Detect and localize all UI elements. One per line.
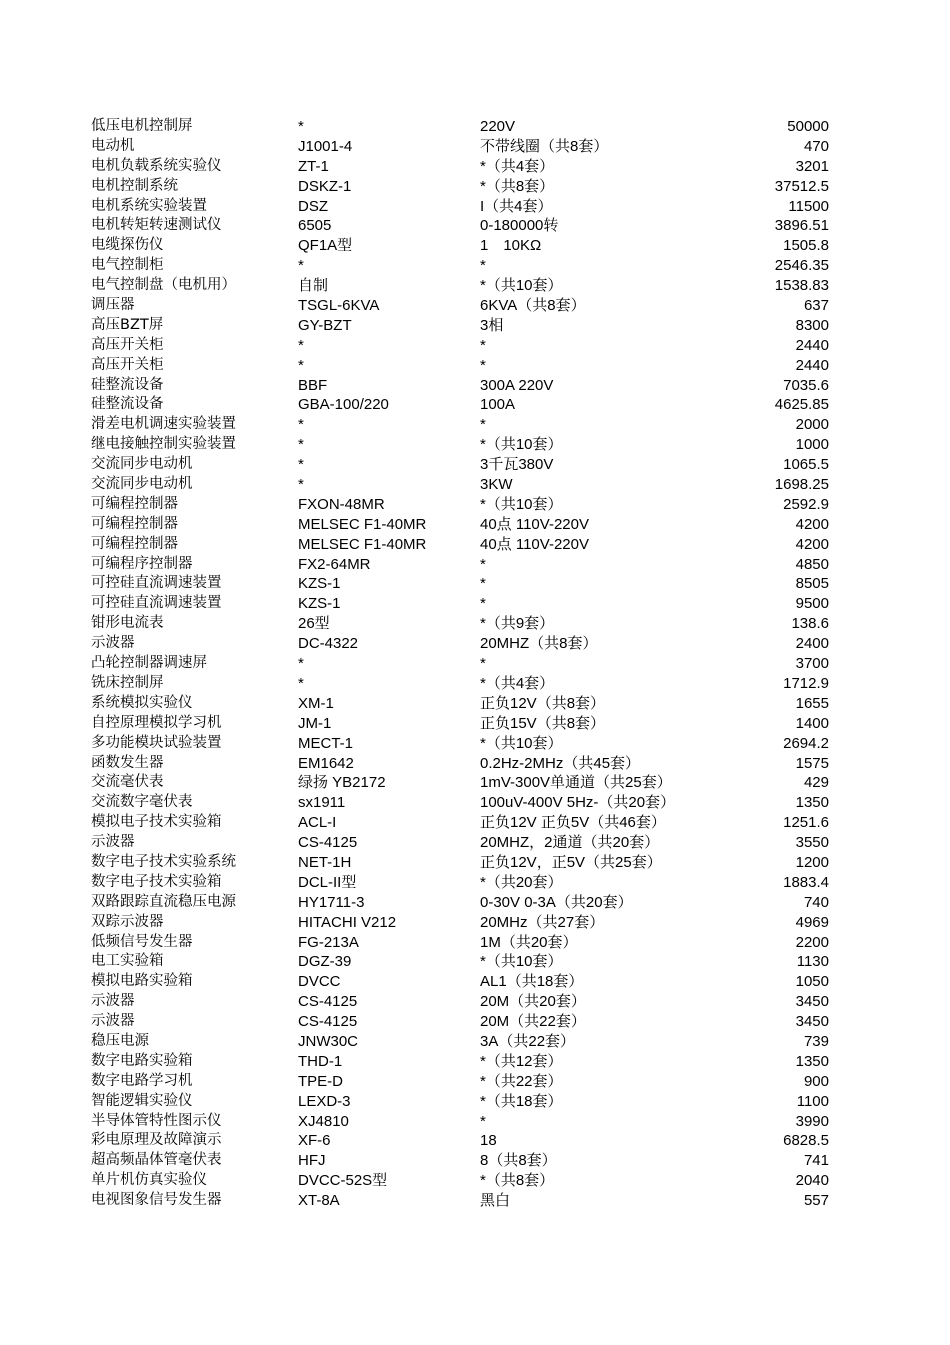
equipment-spec-cell: 正负15V（共8套） [480,714,606,732]
equipment-price-cell: 2440 [795,336,829,354]
equipment-spec-cell: 正负12V，正5V（共25套） [480,853,662,871]
equipment-model-cell: LEXD-3 [298,1092,351,1110]
equipment-model-cell: * [298,356,304,374]
equipment-name-cell: 可编程控制器 [91,535,178,552]
equipment-spec-cell: *（共10套） [480,734,563,752]
equipment-name-cell: 凸轮控制器调速屏 [91,655,207,672]
equipment-model-cell: * [298,655,304,673]
equipment-name-cell: 可编程控制器 [91,515,178,532]
equipment-model-cell: DGZ-39 [298,953,352,971]
equipment-spec-cell: 1mV-300V单通道（共25套） [480,774,672,792]
equipment-price-cell: 9500 [795,595,829,613]
table-row [91,734,831,754]
equipment-name-cell: 电机转矩转速测试仪 [91,217,222,234]
equipment-name-cell: 稳压电源 [91,1032,149,1049]
equipment-spec-cell: 40点 110V-220V [480,515,589,533]
table-row [91,674,831,694]
equipment-spec-cell: *（共10套） [480,953,563,971]
equipment-spec-cell: 0-30V 0-3A（共20套） [480,893,633,911]
equipment-price-cell: 8300 [795,316,829,334]
equipment-name-cell: 可控硅直流调速装置 [91,575,222,592]
equipment-price-cell: 3550 [795,834,829,852]
equipment-name-cell: 单片机仿真实验仪 [91,1172,207,1189]
equipment-spec-cell: 20MHZ（共8套） [480,635,598,653]
equipment-price-cell: 8505 [795,575,829,593]
equipment-price-cell: 1200 [795,853,829,871]
equipment-price-cell: 2200 [795,933,829,951]
equipment-model-cell: FG-213A [298,933,359,951]
equipment-model-cell: DVCC [298,973,341,991]
equipment-model-cell: * [298,257,304,275]
table-row [91,455,831,475]
equipment-spec-cell: * [480,1112,486,1130]
equipment-name-cell: 可控硅直流调速装置 [91,595,222,612]
table-row [91,236,831,256]
equipment-name-cell: 双踪示波器 [91,913,164,930]
equipment-model-cell: * [298,476,304,494]
equipment-spec-cell: * [480,416,486,434]
equipment-spec-cell: 20M（共22套） [480,1013,586,1031]
equipment-price-cell: 2694.2 [783,734,829,752]
table-row [91,574,831,594]
equipment-price-cell: 1655 [795,694,829,712]
equipment-price-cell: 900 [803,1072,829,1090]
equipment-model-cell: HY1711-3 [298,893,365,911]
equipment-spec-cell: 1 10KΩ [480,237,542,255]
equipment-spec-cell: AL1（共18套） [480,973,584,991]
equipment-model-cell: J1001-4 [298,137,353,155]
equipment-spec-cell: *（共10套） [480,495,563,513]
equipment-spec-cell: 100uV-400V 5Hz-（共20套） [480,794,676,812]
equipment-model-cell: FXON-48MR [298,495,385,513]
table-row [91,1171,831,1191]
equipment-model-cell: NET-1H [298,853,352,871]
equipment-name-cell: 交流同步电动机 [91,456,193,473]
equipment-spec-cell: 100A [480,396,516,414]
equipment-price-cell: 3450 [795,1013,829,1031]
equipment-name-cell: 彩电原理及故障演示 [91,1132,222,1149]
table-row [91,933,831,953]
equipment-price-cell: 1400 [795,714,829,732]
equipment-spec-cell: 黑白 [480,1192,511,1210]
equipment-spec-cell: 3KW [480,476,513,494]
table-row [91,1012,831,1032]
equipment-model-cell: GY-BZT [298,316,352,334]
equipment-name-cell: 电机控制系统 [91,177,178,194]
equipment-name-cell: 高压开关柜 [91,336,164,353]
equipment-spec-cell: 300A 220V [480,376,554,394]
table-row [91,1151,831,1171]
equipment-name-cell: 高压BZT屏 [91,316,164,333]
equipment-model-cell: KZS-1 [298,595,341,613]
equipment-spec-cell: *（共10套） [480,277,563,295]
table-row [91,415,831,435]
equipment-price-cell: 4200 [795,515,829,533]
equipment-spec-cell: *（共20套） [480,873,563,891]
table-row [91,376,831,396]
equipment-model-cell: CS-4125 [298,993,358,1011]
equipment-price-cell: 3201 [795,157,829,175]
table-row [91,1131,831,1151]
equipment-spec-cell: *（共4套） [480,157,555,175]
equipment-price-cell: 1698.25 [774,476,829,494]
equipment-model-cell: MECT-1 [298,734,354,752]
equipment-spec-cell: 3A（共22套） [480,1032,576,1050]
equipment-model-cell: THD-1 [298,1052,343,1070]
equipment-model-cell: * [298,118,304,135]
equipment-spec-cell: *（共12套） [480,1052,563,1070]
equipment-price-cell: 1883.4 [783,873,829,891]
equipment-spec-cell: * [480,257,486,275]
equipment-model-cell: QF1A型 [298,237,353,255]
equipment-price-cell: 2440 [795,356,829,374]
table-row [91,197,831,217]
equipment-spec-cell: *（共22套） [480,1072,563,1090]
equipment-model-cell: XM-1 [298,694,334,712]
table-row [91,694,831,714]
equipment-spec-cell: 40点 110V-220V [480,535,589,553]
table-row [91,634,831,654]
equipment-spec-cell: 3千瓦380V [480,456,554,474]
equipment-spec-cell: 20MHz（共27套） [480,913,605,931]
equipment-price-cell: 1538.83 [774,277,829,295]
equipment-price-cell: 1251.6 [783,814,829,832]
equipment-model-cell: TPE-D [298,1072,343,1090]
equipment-spec-cell: 220V [480,118,516,135]
equipment-spec-cell: * [480,575,486,593]
equipment-model-cell: CS-4125 [298,834,358,852]
equipment-name-cell: 智能逻辑实验仪 [91,1092,193,1109]
table-row [91,1092,831,1112]
table-row [91,893,831,913]
equipment-model-cell: MELSEC F1-40MR [298,515,427,533]
equipment-model-cell: 自制 [298,277,329,295]
equipment-price-cell: 2546.35 [774,257,829,275]
equipment-name-cell: 可编程控制器 [91,495,178,512]
table-row [91,356,831,376]
equipment-model-cell: FX2-64MR [298,555,371,573]
equipment-model-cell: * [298,674,304,692]
equipment-price-cell: 50000 [787,118,829,135]
table-row [91,594,831,614]
table-row [91,495,831,515]
equipment-spec-cell: *（共8套） [480,1172,555,1190]
equipment-spec-cell: 1M（共20套） [480,933,578,951]
table-row [91,614,831,634]
table-row [91,833,831,853]
table-row [91,853,831,873]
equipment-name-cell: 示波器 [91,834,135,851]
equipment-name-cell: 示波器 [91,993,135,1010]
equipment-price-cell: 1712.9 [783,674,829,692]
table-row [91,654,831,674]
equipment-price-cell: 2000 [795,416,829,434]
equipment-model-cell: * [298,416,304,434]
equipment-name-cell: 低频信号发生器 [91,933,193,950]
equipment-name-cell: 电动机 [91,137,135,154]
equipment-model-cell: 26型 [298,615,330,633]
table-row [91,952,831,972]
table-row [91,336,831,356]
table-row [91,773,831,793]
equipment-model-cell: DSKZ-1 [298,177,352,195]
table-row [91,1032,831,1052]
equipment-name-cell: 双路跟踪直流稳压电源 [91,893,236,910]
table-row [91,1191,831,1211]
table-row [91,256,831,276]
equipment-model-cell: * [298,456,304,474]
equipment-model-cell: JM-1 [298,714,332,732]
table-row [91,793,831,813]
equipment-name-cell: 半导体管特性图示仪 [91,1112,222,1129]
equipment-spec-cell: 6KVA（共8套） [480,297,586,315]
table-row [91,754,831,774]
equipment-model-cell: EM1642 [298,754,354,772]
equipment-spec-cell: * [480,595,486,613]
equipment-model-cell: DC-4322 [298,635,359,653]
table-row [91,177,831,197]
equipment-model-cell: HFJ [298,1152,326,1170]
equipment-model-cell: JNW30C [298,1032,359,1050]
equipment-price-cell: 740 [803,893,829,911]
equipment-price-cell: 557 [803,1192,829,1210]
equipment-name-cell: 调压器 [91,297,135,314]
equipment-spec-cell: 8（共8套） [480,1152,557,1170]
equipment-price-cell: 6828.5 [783,1132,829,1150]
equipment-name-cell: 交流数字毫伏表 [91,794,193,811]
equipment-name-cell: 数字电路实验箱 [91,1052,193,1069]
equipment-model-cell: sx1911 [298,794,346,812]
equipment-spec-cell: 0.2Hz-2MHz（共45套） [480,754,641,772]
equipment-price-cell: 1350 [795,794,829,812]
equipment-name-cell: 钳形电流表 [91,615,164,632]
equipment-price-cell: 2592.9 [783,495,829,513]
equipment-model-cell: DCL-II型 [298,873,357,891]
table-row [91,972,831,992]
equipment-price-cell: 4969 [795,913,829,931]
equipment-name-cell: 电视图象信号发生器 [91,1192,222,1209]
equipment-spec-cell: 不带线圈（共8套） [480,137,609,155]
equipment-model-cell: DSZ [298,197,328,215]
equipment-name-cell: 硅整流设备 [91,376,164,393]
equipment-model-cell: GBA-100/220 [298,396,389,414]
equipment-name-cell: 系统模拟实验仪 [91,694,193,711]
equipment-price-cell: 739 [803,1032,829,1050]
equipment-price-cell: 1130 [796,953,829,971]
table-row [91,873,831,893]
equipment-name-cell: 模拟电子技术实验箱 [91,814,222,831]
equipment-price-cell: 2040 [795,1172,829,1190]
equipment-price-cell: 7035.6 [783,376,829,394]
equipment-price-cell: 1050 [795,973,829,991]
equipment-price-cell: 1575 [795,754,829,772]
equipment-name-cell: 自控原理模拟学习机 [91,714,222,731]
equipment-price-cell: 138.6 [791,615,829,633]
table-row [91,535,831,555]
equipment-price-cell: 741 [803,1152,829,1170]
equipment-model-cell: TSGL-6KVA [298,297,380,315]
equipment-spec-cell: 0-180000转 [480,217,559,235]
table-row [91,992,831,1012]
equipment-model-cell: XT-8A [298,1192,340,1210]
equipment-spec-cell: *（共10套） [480,436,563,454]
equipment-spec-cell: 20MHZ，2通道（共20套） [480,834,660,852]
equipment-model-cell: CS-4125 [298,1013,358,1031]
equipment-name-cell: 电缆探伤仪 [91,237,164,254]
equipment-spec-cell: * [480,555,486,573]
equipment-name-cell: 低压电机控制屏 [91,118,193,134]
equipment-spec-cell: I（共4套） [480,197,553,215]
equipment-model-cell: XF-6 [298,1132,331,1150]
equipment-name-cell: 模拟电路实验箱 [91,973,193,990]
table-row [91,555,831,575]
equipment-name-cell: 数字电子技术实验箱 [91,873,222,890]
equipment-model-cell: * [298,336,304,354]
equipment-model-cell: * [298,436,304,454]
table-row [91,475,831,495]
equipment-name-cell: 电气控制柜 [91,257,164,274]
equipment-price-cell: 4200 [795,535,829,553]
equipment-price-cell: 2400 [795,635,829,653]
equipment-spec-cell: * [480,356,486,374]
equipment-name-cell: 电机系统实验装置 [91,197,207,214]
equipment-name-cell: 滑差电机调速实验装置 [91,416,236,433]
equipment-price-cell: 1505.8 [783,237,829,255]
table-row [91,1112,831,1132]
equipment-price-cell: 3450 [795,993,829,1011]
equipment-model-cell: 6505 [298,217,332,235]
equipment-table [91,117,831,1211]
table-row [91,913,831,933]
equipment-price-cell: 3990 [795,1112,829,1130]
equipment-name-cell: 继电接触控制实验装置 [91,436,236,453]
table-row [91,316,831,336]
equipment-model-cell: MELSEC F1-40MR [298,535,427,553]
equipment-spec-cell: 正负12V 正负5V（共46套） [480,814,666,832]
equipment-price-cell: 429 [803,774,829,792]
table-row [91,1072,831,1092]
equipment-model-cell: KZS-1 [298,575,341,593]
table-row [91,276,831,296]
table-row [91,714,831,734]
equipment-spec-cell: 18 [480,1132,497,1150]
table-row [91,515,831,535]
table-row [91,296,831,316]
equipment-name-cell: 超高频晶体管毫伏表 [91,1152,222,1169]
equipment-model-cell: 绿扬 YB2172 [298,774,386,792]
table-row [91,395,831,415]
equipment-spec-cell: *（共8套） [480,177,555,195]
equipment-price-cell: 37512.5 [774,177,829,195]
equipment-model-cell: HITACHI V212 [298,913,397,931]
equipment-name-cell: 示波器 [91,1013,135,1030]
equipment-name-cell: 多功能模块试验装置 [91,734,222,751]
table-row [91,813,831,833]
table-row [91,216,831,236]
equipment-price-cell: 470 [803,137,829,155]
equipment-name-cell: 铣床控制屏 [91,674,164,691]
table-row [91,117,831,137]
equipment-price-cell: 3896.51 [774,217,829,235]
equipment-price-cell: 1100 [796,1092,829,1110]
equipment-name-cell: 电工实验箱 [91,953,164,970]
equipment-name-cell: 数字电子技术实验系统 [91,853,236,870]
equipment-model-cell: DVCC-52S型 [298,1172,388,1190]
table-row [91,137,831,157]
equipment-price-cell: 3700 [795,655,829,673]
equipment-name-cell: 可编程序控制器 [91,555,193,572]
equipment-name-cell: 函数发生器 [91,754,164,771]
equipment-name-cell: 示波器 [91,635,135,652]
equipment-price-cell: 11500 [788,197,829,215]
equipment-name-cell: 数字电路学习机 [91,1072,193,1089]
equipment-name-cell: 交流同步电动机 [91,476,193,493]
table-row [91,1052,831,1072]
equipment-name-cell: 硅整流设备 [91,396,164,413]
equipment-price-cell: 1350 [795,1052,829,1070]
equipment-name-cell: 交流毫伏表 [91,774,164,791]
equipment-spec-cell: 20M（共20套） [480,993,586,1011]
equipment-spec-cell: *（共9套） [480,615,555,633]
equipment-price-cell: 637 [803,297,829,315]
equipment-price-cell: 1065.5 [783,456,829,474]
equipment-spec-cell: * [480,336,486,354]
equipment-model-cell: ZT-1 [298,157,329,175]
equipment-price-cell: 1000 [795,436,829,454]
equipment-spec-cell: * [480,655,486,673]
equipment-spec-cell: 正负12V（共8套） [480,694,606,712]
table-row [91,157,831,177]
equipment-price-cell: 4850 [795,555,829,573]
equipment-spec-cell: 3相 [480,316,504,334]
equipment-spec-cell: *（共18套） [480,1092,563,1110]
equipment-model-cell: XJ4810 [298,1112,349,1130]
equipment-name-cell: 电气控制盘（电机用） [91,277,236,294]
equipment-model-cell: BBF [298,376,328,394]
equipment-name-cell: 高压开关柜 [91,356,164,373]
equipment-spec-cell: *（共4套） [480,674,555,692]
table-row [91,435,831,455]
equipment-price-cell: 4625.85 [774,396,829,414]
equipment-name-cell: 电机负载系统实验仪 [91,157,222,174]
equipment-model-cell: ACL-I [298,814,337,832]
